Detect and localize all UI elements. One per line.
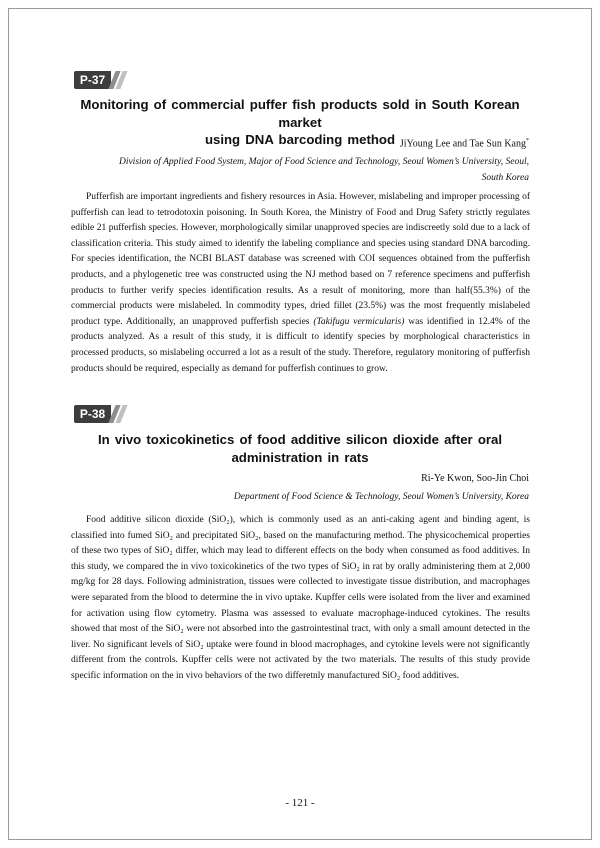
abstract-id-badge-p38 — [74, 405, 122, 423]
page-number: - 121 - — [285, 797, 315, 809]
affiliation-line: South Korea — [481, 173, 529, 183]
badge-label: P-38 — [74, 405, 111, 423]
affiliation-p37 — [89, 154, 529, 186]
affiliation-line: Department of Food Science & Technology, Seoul Women’s University, Korea — [233, 492, 529, 502]
abstract-body-p37 — [71, 190, 530, 377]
title-line: Monitoring of commercial puffer fish products sold in South Korean market — [80, 97, 520, 130]
badge-label: P-37 — [74, 71, 111, 89]
title-line: using DNA barcoding method — [204, 132, 396, 147]
species-name: (Takifugu vermicularis) — [313, 316, 405, 327]
authors-p37 — [400, 138, 529, 149]
corresponding-author-mark: * — [526, 138, 529, 144]
abstract-text: Pufferfish are important ingredients and fishery resources in Asia. However, mislabeling and improper processing of pufferfish can lead to tetrodotoxin poisoning. In South Korea, the Ministry of Food and Drug Safety strictly regulates edible 21 pufferfish species. However, morphologically similar unapproved species are indiscreetly sold due to a lack of classification criteria. This study aimed to identify the labeling compliance and species using standard DNA barcoding. For species identification, the NCBI BLAST database was screened with COI sequences obtained from the pufferfish products, and a phylogenetic tree was constructed using the NJ method based on 7 reference specimens and pufferfish products to further verify species identification results. As a result of monitoring, more than half(55.3%) of the commercial products were mislabeled. In commodity types, dried fillet (23.5%) was the most frequently mislabeled product type. Additionally, an unapproved pufferfish species — [71, 192, 530, 327]
affiliation-line: Division of Applied Food System, Major of Food Science and Technology, Seoul Women’s University, Seoul, — [118, 157, 529, 167]
affiliation-p38 — [89, 489, 529, 505]
title-line: In vivo toxicokinetics of food additive silicon dioxide after oral — [97, 432, 503, 447]
abstract-title-p38 — [70, 431, 530, 466]
abstract-body-p38: Food additive silicon dioxide (SiO₂), which is commonly used as an anti-caking agent and binding agent, is classified into fumed SiO₂ and precipitated SiO₂, based on the manufacturing method. The physicochemical properties of these two types of SiO₂ differ, which may lead to different effects on the body when consumed as food additives. In this study, we compared the in vivo toxicokinetics of the two types of SiO₂ in rat by orally administering them at 2,000 mg/kg for 28 days. Following administration, tissues were collected to investigate tissue distribution, and macrophages were separated from the blood to determine the in vivo uptake. Kupffer cells were isolated from the liver and examined for activation using flow cytometry. Plasma was assessed to evaluate macrophage-induced cytokines. The results showed that most of the SiO₂ were not absorbed into the gastrointestinal tract, with only a small amount detected in the liver. No significant levels of SiO₂ uptake were found in blood macrophages, and cytokine levels were not significantly different from the controls. Kupffer cells were not activated by the two materials. The results of this study provide specific information on the in vivo behaviors of the two differetnly manufactured SiO₂ food additives. — [71, 515, 530, 681]
abstract-text: was identified in 12.4% of the products analyzed. As a result of this study, it is difficult to identify species by morphological characteristics in processed products, so mislabeling occurred a lot as a result of the study. Therefore, regulatory monitoring of pufferfish products should be required, especially as demand for pufferfish continues to grow. — [71, 316, 530, 374]
author-names: JiYoung Lee and Tae Sun Kang — [399, 138, 526, 150]
abstract-id-badge-p37 — [74, 71, 122, 89]
authors-p38 — [421, 473, 529, 484]
title-line: administration in rats — [231, 449, 369, 465]
author-names: Ri-Ye Kwon, Soo-Jin Choi — [421, 473, 529, 484]
